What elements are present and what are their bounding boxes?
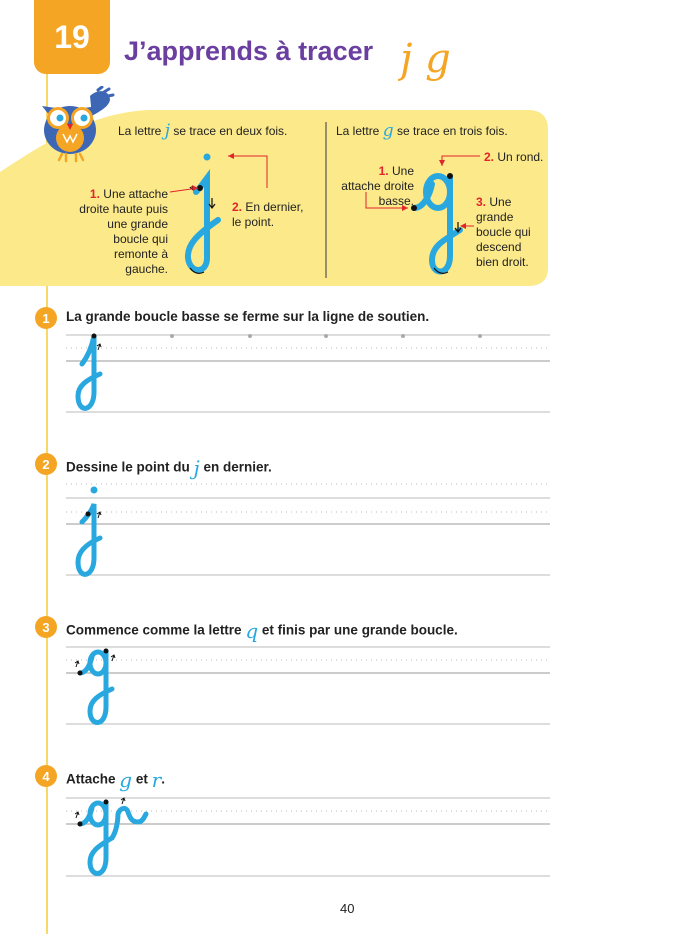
g-intro: La lettre g se trace en trois fois. [336, 121, 508, 142]
title-letters-text: j g [400, 36, 451, 82]
j-step1: 1. Une attache droite haute puis une grande boucle qui remonte à gauche. [79, 187, 168, 276]
lesson-number-badge [34, 0, 110, 74]
exercise-3-title: Commence comme la lettre q et finis par une grande boucle. [66, 619, 458, 643]
page-number: 40 [340, 901, 355, 916]
exercise-1-writing-lines[interactable] [66, 330, 550, 420]
exercise-1-title: La grande boucle basse se ferme sur la ligne de soutien. [66, 309, 430, 324]
exercise-3-badge: 3 [35, 616, 57, 638]
j-arrows [160, 148, 280, 198]
g-step1: 1. Une attache droite basse. [341, 164, 414, 208]
exercise-2-writing-lines[interactable] [66, 478, 550, 582]
exercise-4-letter-g: g [119, 768, 133, 792]
exercise-2-title: Dessine le point du j en dernier. [66, 456, 272, 480]
exercise-1-badge: 1 [35, 307, 57, 329]
g-step2: 2. Un rond. [484, 150, 544, 164]
exercise-4-badge: 4 [35, 765, 57, 787]
g-step3: 3. Une grande boucle qui descend bien droit. [476, 195, 531, 269]
exercise-3-letter: q [245, 619, 259, 643]
exercise-3-writing-lines[interactable] [66, 641, 550, 731]
exercise-4-title: Attache g et r. [66, 768, 165, 792]
exercise-4-letter-r: r [151, 768, 162, 792]
j-step2: 2. En dernier, le point. [232, 200, 304, 229]
lesson-number: 19 [54, 18, 90, 55]
j-intro-letter: j [164, 121, 170, 142]
exercise-2-badge: 2 [35, 453, 57, 475]
exercise-2-letter: j [193, 456, 200, 480]
exercise-4-writing-lines[interactable] [66, 792, 550, 882]
g-intro-letter: g [382, 121, 394, 142]
j-intro: La lettre j se trace en deux fois. [118, 121, 288, 142]
title-letters [398, 30, 466, 100]
page-title: J’apprends à tracer [124, 36, 374, 66]
owl-mascot-icon [28, 86, 118, 166]
